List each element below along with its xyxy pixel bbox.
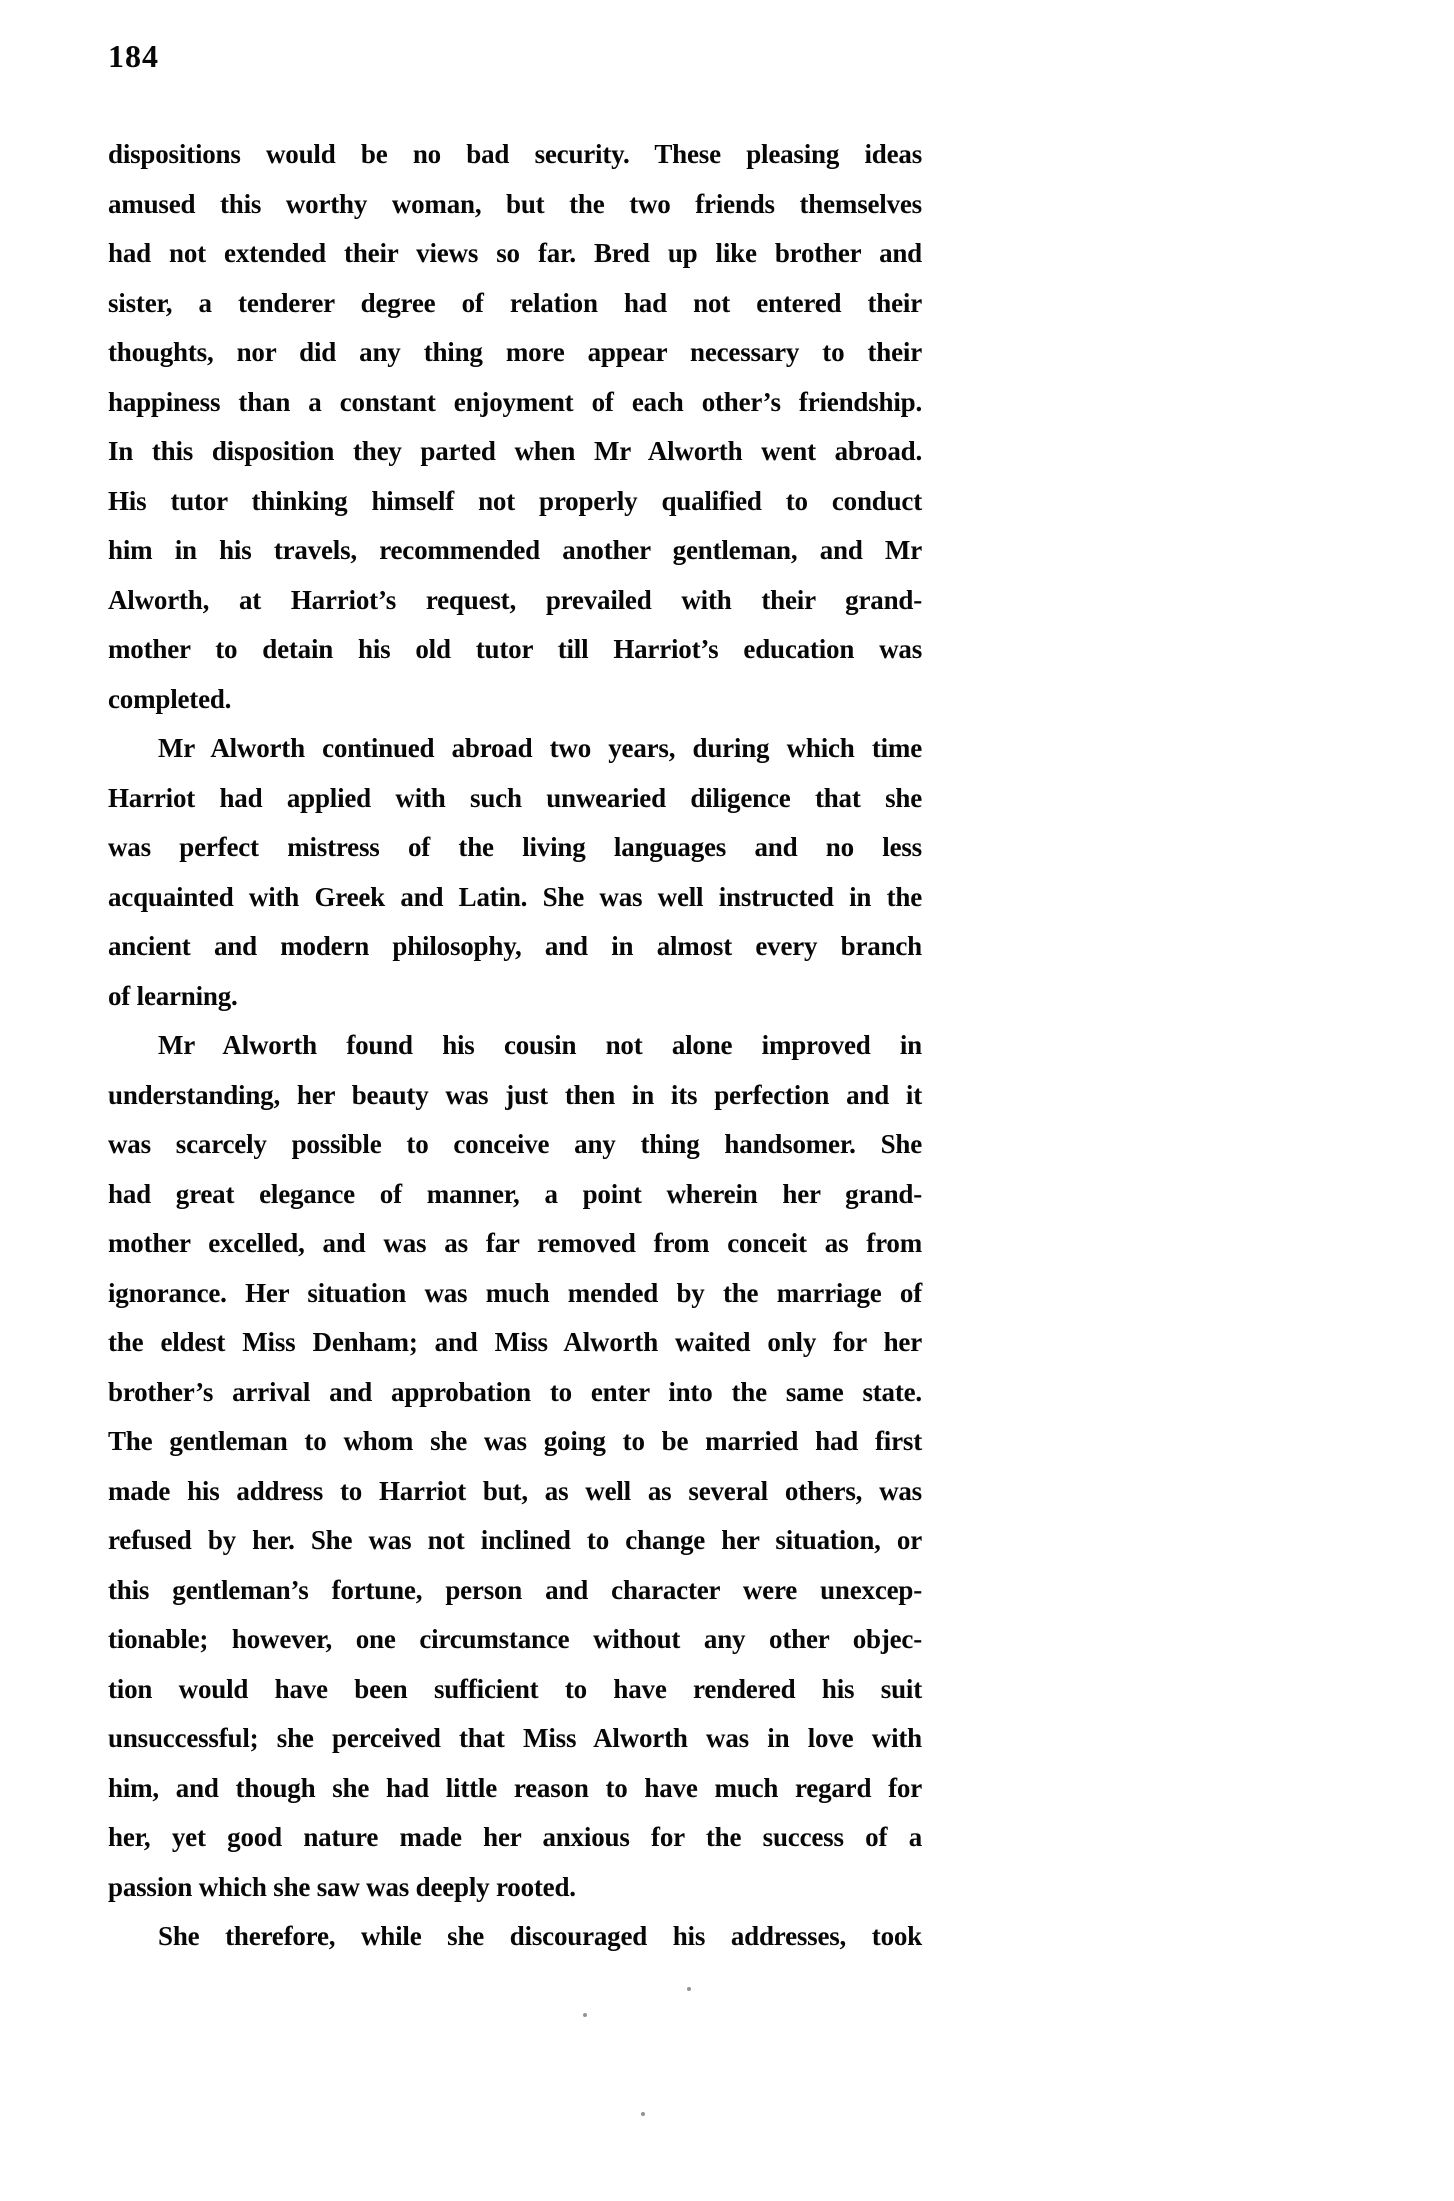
text-line: happiness than a constant enjoyment of each other’s friendship. — [108, 386, 922, 417]
text-line: him, and though she had little reason to have much regard for — [108, 1772, 922, 1803]
text-line: mother excelled, and was as far removed from conceit as from — [108, 1228, 922, 1258]
text-line: him in his travels, recommended another gentleman, and Mr — [108, 535, 922, 565]
text-line: acquainted with Greek and Latin. She was well instructed in the — [108, 881, 922, 912]
text-line: amused this worthy woman, but the two friends themselves — [108, 188, 922, 219]
text-line: thoughts, nor did any thing more appear necessary to their — [108, 337, 922, 367]
text-line: of learning. — [108, 980, 238, 1011]
text-line: Mr Alworth found his cousin not alone improved in — [158, 1030, 922, 1060]
text-line: had great elegance of manner, a point wherein her grand- — [108, 1178, 922, 1209]
text-line: In this disposition they parted when Mr Alworth went abroad. — [108, 436, 922, 466]
text-line: ancient and modern philosophy, and in almost every branch — [108, 931, 922, 961]
text-line: passion which she saw was deeply rooted. — [108, 1871, 576, 1902]
text-line: this gentleman’s fortune, person and character were unexcep- — [108, 1574, 922, 1605]
text-line: Alworth, at Harriot’s request, prevailed with their grand- — [108, 584, 922, 615]
text-line: His tutor thinking himself not properly qualified to conduct — [108, 485, 922, 516]
scan-speck — [641, 2112, 645, 2116]
text-line: refused by her. She was not inclined to change her situation, or — [108, 1525, 922, 1555]
text-line: The gentleman to whom she was going to be married had first — [108, 1426, 922, 1456]
text-line: She therefore, while she discouraged his addresses, took — [158, 1921, 922, 1951]
text-line: was perfect mistress of the living languages and no less — [108, 832, 922, 862]
text-line: the eldest Miss Denham; and Miss Alworth waited only for her — [108, 1327, 922, 1357]
text-line: her, yet good nature made her anxious for the success of a — [108, 1822, 922, 1852]
text-line: brother’s arrival and approbation to enter into the same state. — [108, 1376, 922, 1407]
text-line: made his address to Harriot but, as well as several others, was — [108, 1475, 922, 1506]
text-block — [108, 130, 922, 1962]
text-line: was scarcely possible to conceive any thing handsomer. She — [108, 1129, 922, 1159]
scan-speck — [583, 2013, 587, 2017]
text-line: ignorance. Her situation was much mended by the marriage of — [108, 1277, 922, 1308]
page-number: 184 — [108, 38, 159, 74]
text-line: tionable; however, one circumstance without any other objec- — [108, 1624, 922, 1654]
text-line: completed. — [108, 683, 232, 714]
scan-speck — [687, 1987, 691, 1991]
text-line: sister, a tenderer degree of relation had not entered their — [108, 287, 922, 318]
text-line: tion would have been sufficient to have rendered his suit — [108, 1673, 922, 1704]
text-line: unsuccessful; she perceived that Miss Alworth was in love with — [108, 1723, 922, 1753]
text-line: Harriot had applied with such unwearied diligence that she — [108, 782, 922, 813]
text-line: understanding, her beauty was just then in its perfection and it — [108, 1079, 922, 1110]
text-line: mother to detain his old tutor till Harriot’s education was — [108, 634, 922, 664]
text-line: Mr Alworth continued abroad two years, during which time — [158, 733, 922, 763]
text-line: dispositions would be no bad security. These pleasing ideas — [108, 139, 922, 169]
text-line: had not extended their views so far. Bred up like brother and — [108, 238, 922, 268]
